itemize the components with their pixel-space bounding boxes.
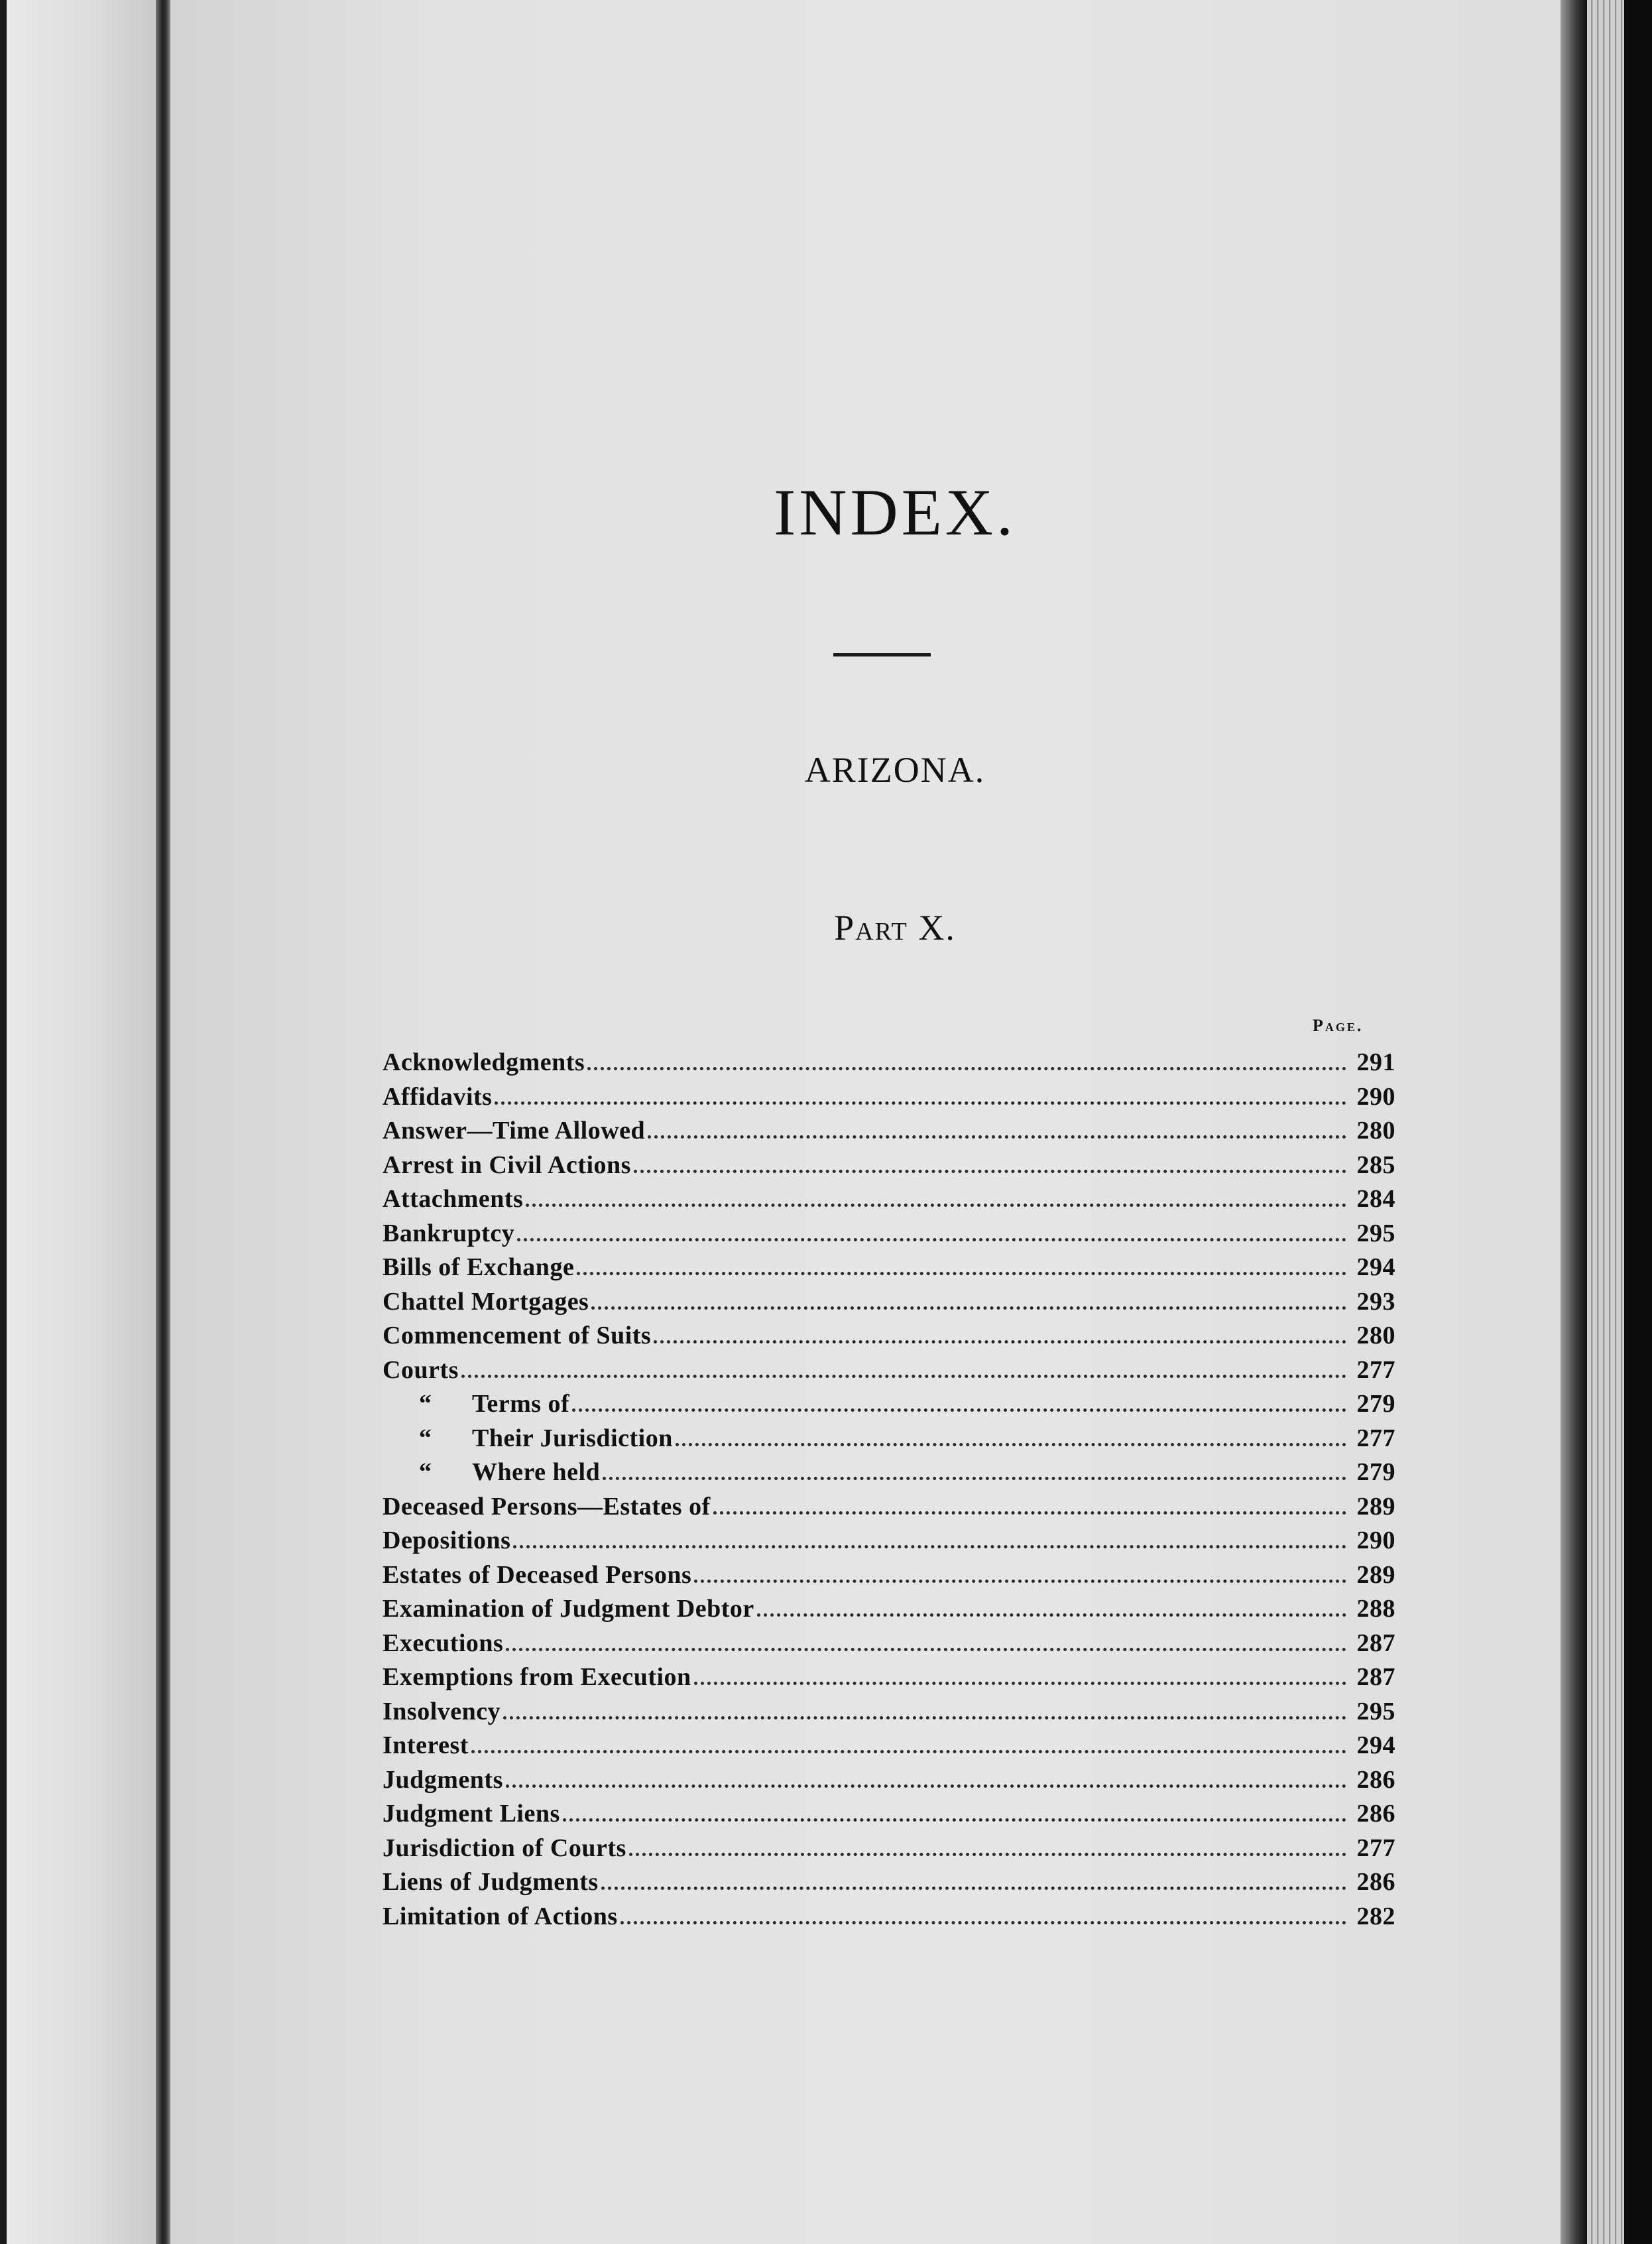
entry-label: Limitation of Actions — [383, 1902, 618, 1930]
entry-label: Attachments — [383, 1185, 524, 1213]
index-entry — [383, 1389, 1395, 1424]
entry-label: Acknowledgments — [383, 1048, 585, 1076]
index-entry — [383, 1867, 1395, 1902]
ditto-mark: “ — [419, 1390, 432, 1418]
entry-page-number: 286 — [1356, 1800, 1395, 1828]
entry-label: Liens of Judgments — [383, 1868, 599, 1896]
dot-leader — [648, 1135, 1346, 1139]
entry-page-number: 290 — [1356, 1082, 1395, 1111]
index-entry — [383, 1116, 1395, 1151]
index-entry — [383, 1834, 1395, 1868]
entry-label: Their Jurisdiction — [472, 1424, 673, 1452]
entry-label: Courts — [383, 1355, 459, 1384]
dot-leader — [654, 1340, 1346, 1343]
entry-page-number: 290 — [1356, 1527, 1395, 1554]
state-heading: ARIZONA. — [804, 750, 986, 790]
index-entry — [383, 1219, 1395, 1253]
entry-label: Deceased Persons—Estates of — [383, 1492, 711, 1521]
entry-label: Arrest in Civil Actions — [383, 1151, 631, 1179]
entry-label: Interest — [383, 1731, 469, 1759]
dot-leader — [634, 1170, 1346, 1173]
dot-leader — [620, 1921, 1346, 1924]
dot-leader — [506, 1648, 1346, 1651]
index-entry — [383, 1902, 1395, 1936]
entry-page-number: 289 — [1356, 1492, 1395, 1521]
entry-page-number: 293 — [1356, 1287, 1395, 1316]
entry-page-number: 284 — [1356, 1185, 1395, 1213]
entry-label: Judgment Liens — [383, 1800, 560, 1828]
index-entry — [383, 1662, 1395, 1697]
dot-leader — [461, 1375, 1346, 1378]
dot-leader — [577, 1272, 1346, 1275]
entry-page-number: 279 — [1356, 1390, 1395, 1418]
entry-page-number: 277 — [1356, 1834, 1395, 1862]
entry-page-number: 280 — [1356, 1322, 1395, 1349]
ditto-mark: “ — [419, 1458, 432, 1486]
page-edge-shadow — [1561, 0, 1587, 2244]
dot-leader — [601, 1887, 1346, 1890]
entry-page-number: 286 — [1356, 1765, 1395, 1794]
entry-page-number: 279 — [1356, 1458, 1395, 1486]
entry-page-number: 287 — [1356, 1663, 1395, 1691]
index-entry — [383, 1253, 1395, 1287]
dot-leader — [694, 1580, 1346, 1583]
index-entry — [383, 1765, 1395, 1800]
entry-page-number: 294 — [1356, 1253, 1395, 1281]
entry-page-number: 295 — [1356, 1219, 1395, 1247]
entry-label: Judgments — [383, 1765, 503, 1794]
entry-label: Insolvency — [383, 1697, 501, 1725]
entry-label: Jurisdiction of Courts — [383, 1834, 626, 1862]
index-entry — [383, 1424, 1395, 1458]
entry-page-number: 289 — [1356, 1560, 1395, 1589]
index-entry — [383, 1799, 1395, 1834]
index-title: INDEX. — [773, 475, 1017, 549]
dot-leader — [629, 1853, 1346, 1856]
entry-label: Executions — [383, 1629, 504, 1657]
entry-page-number: 277 — [1356, 1424, 1395, 1452]
index-entry — [383, 1321, 1395, 1355]
index-entry — [383, 1151, 1395, 1185]
index-entry — [383, 1048, 1395, 1082]
dot-leader — [513, 1545, 1346, 1548]
index-entry — [383, 1355, 1395, 1390]
entry-label: Examination of Judgment Debtor — [383, 1595, 754, 1623]
entry-label: Answer—Time Allowed — [383, 1117, 646, 1145]
entry-label: Where held — [472, 1458, 601, 1486]
dot-leader — [713, 1511, 1346, 1515]
index-entry — [383, 1526, 1395, 1560]
entry-page-number: 294 — [1356, 1731, 1395, 1759]
dot-leader — [563, 1818, 1346, 1822]
dot-leader — [676, 1443, 1346, 1446]
index-entries — [383, 1048, 1395, 1936]
facing-page-margin — [7, 0, 156, 2244]
page-stack-edges — [1587, 0, 1624, 2244]
scan-left-edge — [0, 0, 7, 2244]
entry-page-number: 280 — [1356, 1117, 1395, 1145]
entry-label: Affidavits — [383, 1082, 493, 1111]
dot-leader — [603, 1477, 1346, 1480]
entry-label: Exemptions from Execution — [383, 1663, 691, 1691]
entry-page-number: 286 — [1356, 1868, 1395, 1896]
title-rule — [833, 653, 931, 656]
entry-label: Terms of — [472, 1390, 570, 1418]
dot-leader — [694, 1682, 1346, 1685]
index-entry — [383, 1492, 1395, 1527]
page-column-label: Page. — [1313, 1016, 1364, 1035]
dot-leader — [495, 1101, 1346, 1105]
index-entry — [383, 1594, 1395, 1629]
dot-leader — [587, 1067, 1346, 1070]
entry-page-number: 285 — [1356, 1151, 1395, 1179]
entry-page-number: 277 — [1356, 1355, 1395, 1384]
dot-leader — [526, 1204, 1346, 1207]
scan-right-edge — [1624, 0, 1652, 2244]
dot-leader — [517, 1238, 1346, 1241]
dot-leader — [503, 1716, 1346, 1719]
index-entry — [383, 1184, 1395, 1219]
entry-page-number: 282 — [1356, 1902, 1395, 1930]
ditto-mark: “ — [419, 1424, 432, 1452]
index-entry — [383, 1458, 1395, 1492]
part-heading: Part X. — [834, 908, 956, 948]
entry-page-number: 288 — [1356, 1595, 1395, 1623]
entry-label: Bankruptcy — [383, 1219, 515, 1247]
entry-label: Bills of Exchange — [383, 1253, 575, 1281]
index-entry — [383, 1629, 1395, 1663]
entry-page-number: 291 — [1356, 1048, 1395, 1076]
index-entry — [383, 1731, 1395, 1765]
entry-label: Depositions — [383, 1527, 511, 1554]
entry-label: Chattel Mortgages — [383, 1287, 589, 1316]
index-entry — [383, 1287, 1395, 1322]
entry-page-number: 287 — [1356, 1629, 1395, 1657]
index-entry — [383, 1082, 1395, 1117]
book-gutter — [156, 0, 170, 2244]
dot-leader — [471, 1750, 1346, 1753]
entry-page-number: 295 — [1356, 1697, 1395, 1725]
entry-label: Commencement of Suits — [383, 1322, 652, 1349]
index-entry — [383, 1560, 1395, 1595]
dot-leader — [591, 1306, 1346, 1310]
entry-label: Estates of Deceased Persons — [383, 1560, 692, 1589]
dot-leader — [506, 1784, 1346, 1788]
dot-leader — [757, 1613, 1346, 1617]
dot-leader — [572, 1408, 1346, 1412]
index-entry — [383, 1697, 1395, 1731]
